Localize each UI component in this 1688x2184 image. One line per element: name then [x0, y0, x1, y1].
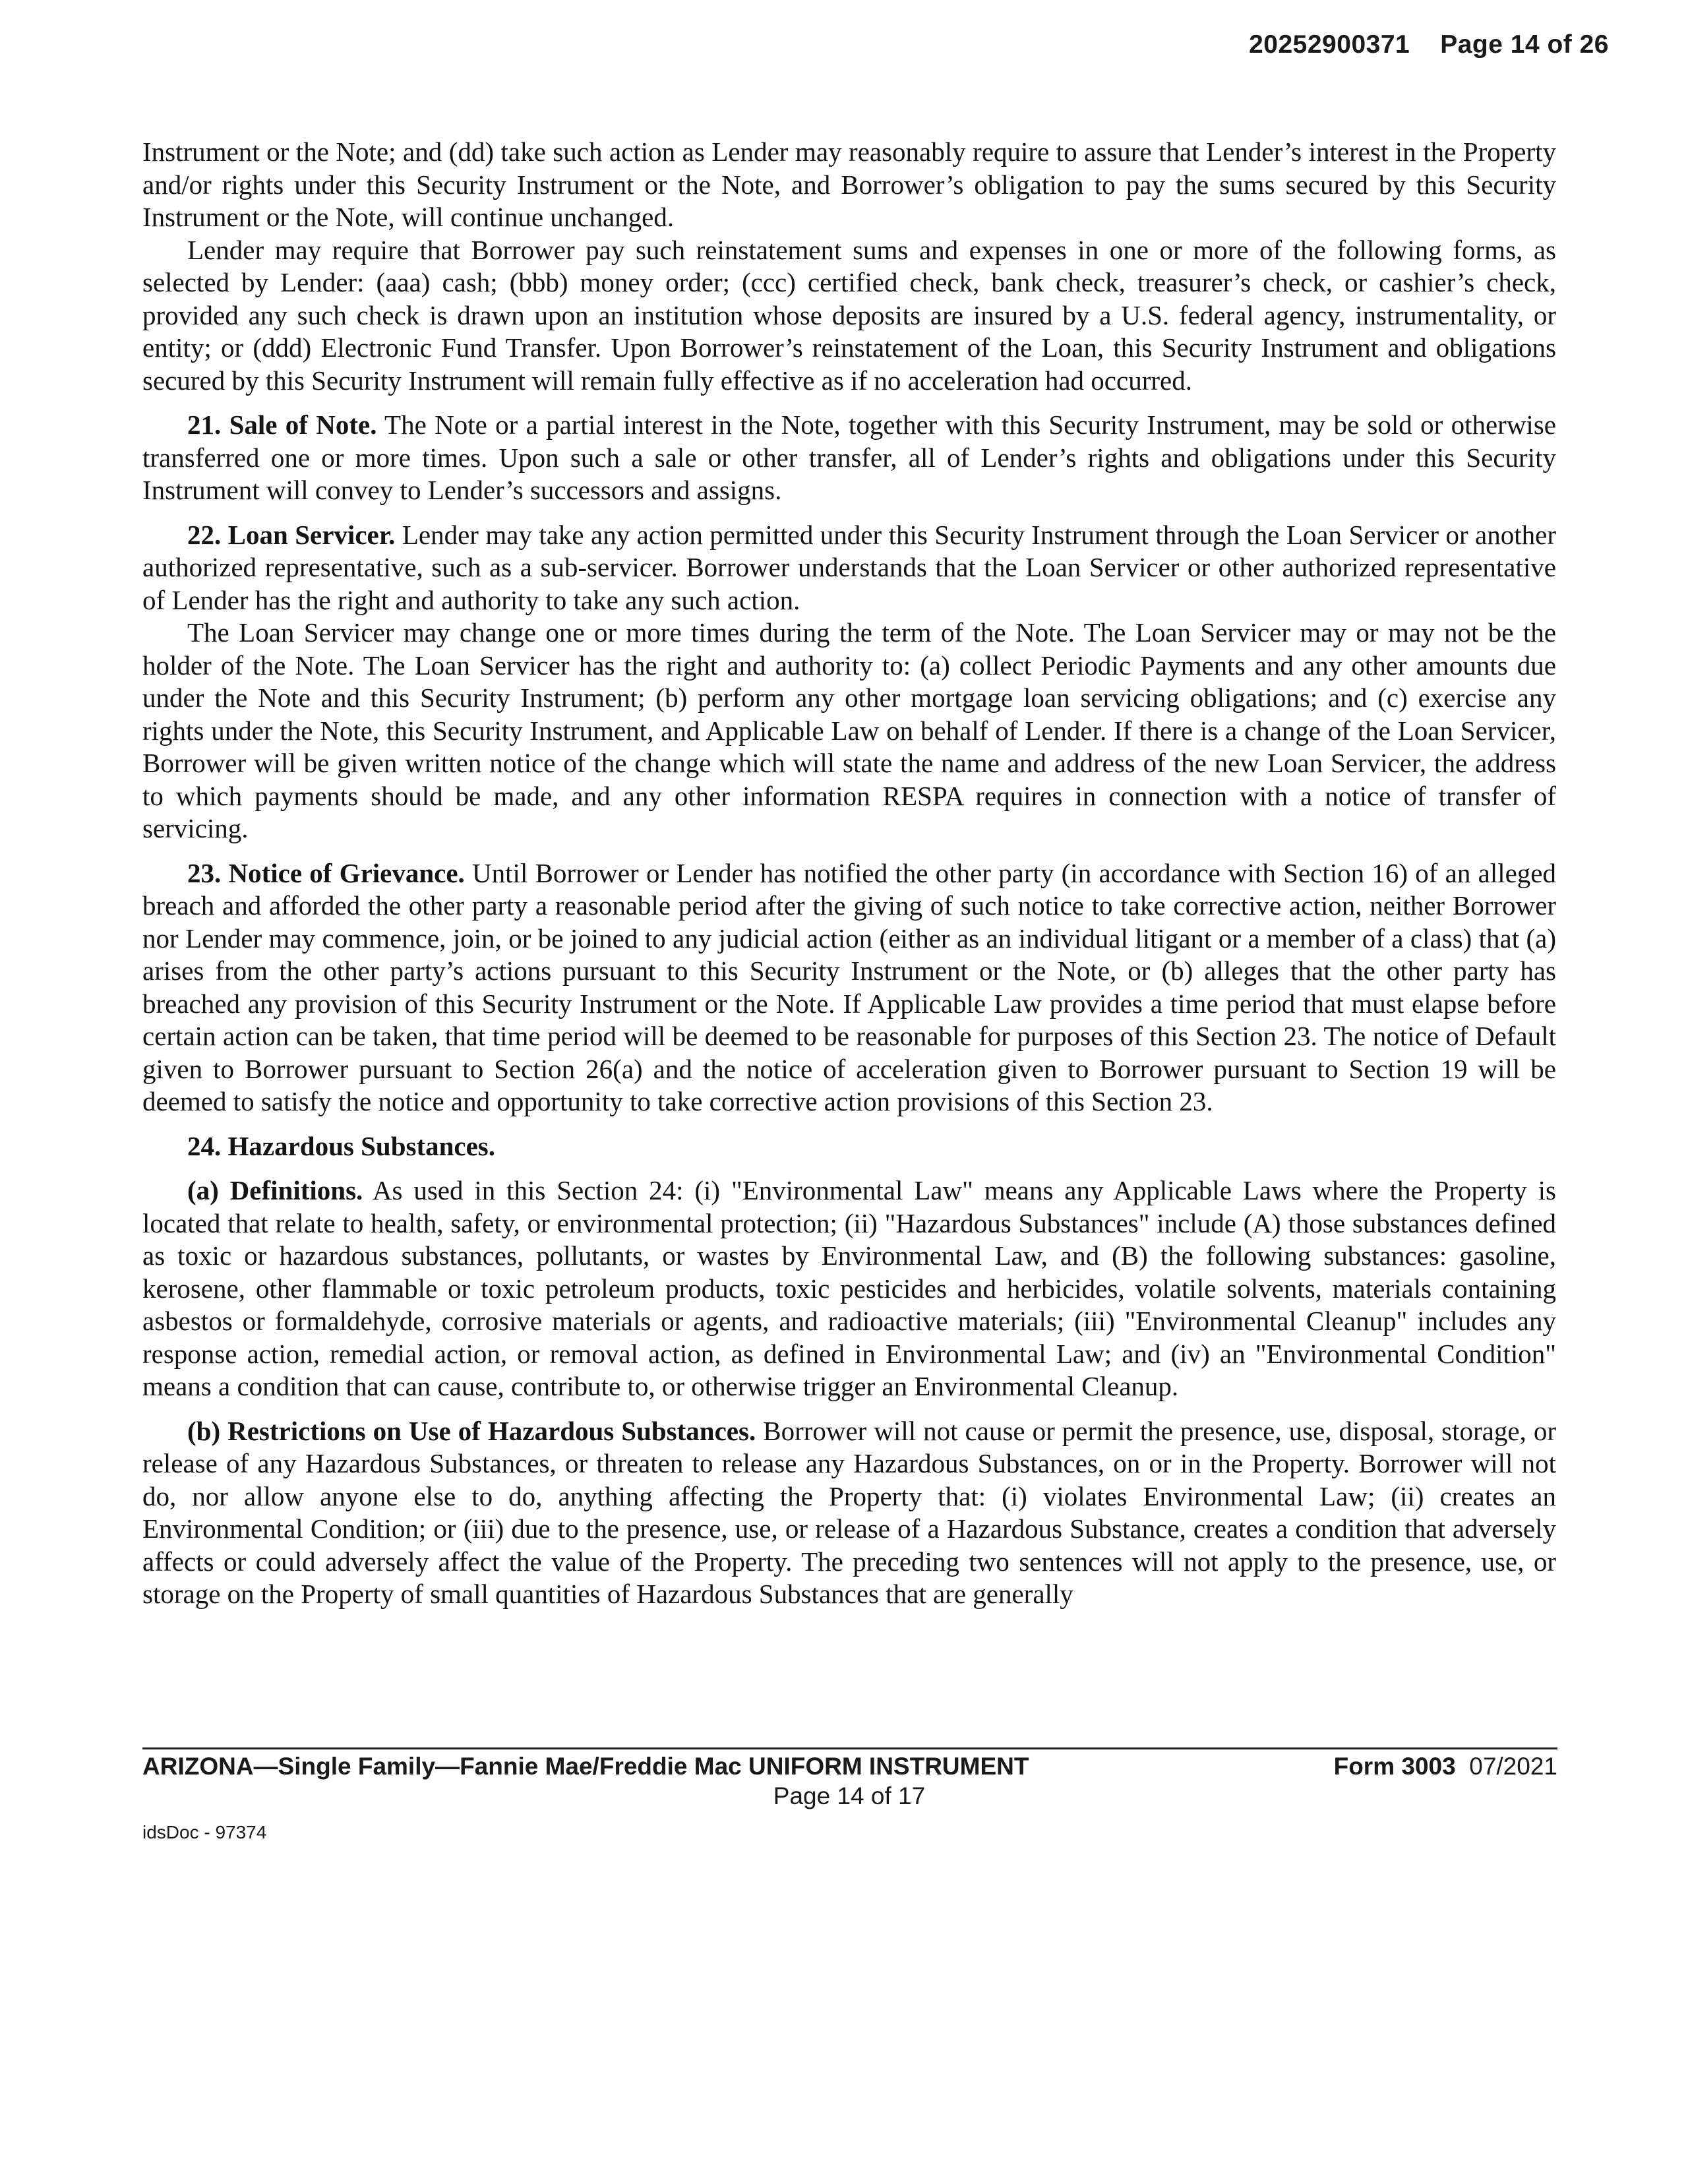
- section-22-paragraph-2: The Loan Servicer may change one or more times during the term of the Note. The Loan Servicer may or may not be the holder of the Note. The Loan Servicer has the right and authority to: (a) collect Periodic Payments and any other amounts due under the Note and this Security Instrument; (b) perform any other mortgage loan servicing obligations; and (c) exercise any rights under the Note, this Security Instrument, and Applicable Law on behalf of Lender. If there is a change of the Loan Servicer, Borrower will be given written notice of the change which will state the name and address of the new Loan Servicer, the address to which payments should be made, and any other information RESPA requires in connection with a notice of transfer of servicing.: [142, 617, 1556, 843]
- section-23: [142, 857, 1556, 1118]
- section-22-text: Lender may take any action permitted under this Security Instrument through the Loan Servicer or another authorized representative, such as a sub-servicer. Borrower understands that the Loan Servicer or other authorized representative of Lender has the right and authority to take any such action.: [142, 519, 1556, 615]
- paragraph-reinstatement-forms: Lender may require that Borrower pay such reinstatement sums and expenses in one or more of the following forms, as selected by Lender: (aaa) cash; (bbb) money order; (ccc) certified check, bank check, treasurer’s check, or cashier’s check, provided any such check is drawn upon an institution whose deposits are insured by a U.S. federal agency, instrumentality, or entity; or (ddd) Electronic Fund Transfer. Upon Borrower’s reinstatement of the Loan, this Security Instrument and obligations secured by this Security Instrument will remain fully effective as if no acceleration had occurred.: [142, 234, 1556, 396]
- section-23-text: Until Borrower or Lender has notified the other party (in accordance with Section 16) of an alleged breach and afforded the other party a reasonable period after the giving of such notice to take corrective action, neither Borrower nor Lender may commence, join, or be joined to any judicial action (either as an individual litigant or a member of a class) that (a) arises from the other party’s actions pursuant to this Security Instrument or the Note, or (b) alleges that the other party has breached any provision of this Security Instrument or the Note. If Applicable Law provides a time period that must elapse before certain action can be taken, that time period will be deemed to be reasonable for purposes of this Section 23. The notice of Default given to Borrower pursuant to Section 26(a) and the notice of acceleration given to Borrower pursuant to Section 19 will be deemed to satisfy the notice and opportunity to take corrective action provisions of this Section 23.: [142, 857, 1556, 1116]
- footer-form-date: 07/2021: [1469, 1753, 1557, 1780]
- section-21-heading: 21. Sale of Note.: [187, 410, 377, 440]
- footer-form-number: [1334, 1753, 1557, 1780]
- document-body: [142, 136, 1556, 1611]
- section-24a-heading: (a) Definitions.: [187, 1175, 363, 1205]
- section-22-heading: 22. Loan Servicer.: [187, 519, 396, 550]
- section-24-heading: 24. Hazardous Substances.: [187, 1130, 496, 1161]
- footer-instrument-name: Fannie Mae/Freddie Mac UNIFORM INSTRUMENT: [460, 1753, 1029, 1780]
- footer-doc-id: idsDoc - 97374: [142, 1822, 267, 1842]
- recording-number: 20252900371: [1249, 30, 1410, 59]
- footer-form-label: Form 3003: [1333, 1753, 1456, 1780]
- section-24: [142, 1130, 1556, 1163]
- section-21-text: The Note or a partial interest in the Note, together with this Security Instrument, may be sold or otherwise transferred one or more times. Upon such a sale or other transfer, all of Lender’s rights and obligations under this Security Instrument will convey to Lender’s successors and assigns.: [142, 410, 1556, 505]
- section-24b: [142, 1415, 1556, 1611]
- section-22: [142, 519, 1556, 617]
- footer-page-label: Page 14 of 17: [773, 1782, 926, 1809]
- section-21: [142, 409, 1556, 507]
- section-24a: [142, 1174, 1556, 1403]
- section-24b-text: Borrower will not cause or permit the presence, use, disposal, storage, or release of any Hazardous Substances, or threaten to release any Hazardous Substances, on or in the Property. Borrower will not do, nor allow anyone else to do, anything affecting the Property that: (i) violates Environmental Law; (ii) creates an Environmental Condition; or (iii) due to the presence, use, or release of a Hazardous Substance, creates a condition that adversely affects or could adversely affect the value of the Property. The preceding two sentences will not apply to the presence, use, or storage on the Property of small quantities of Hazardous Substances that are generally: [142, 1415, 1556, 1609]
- section-24a-text: As used in this Section 24: (i) "Environmental Law" means any Applicable Laws where the Property is located that relate to health, safety, or environmental protection; (ii) "Hazardous Substances" include (A) those substances defined as toxic or hazardous substances, pollutants, or wastes by Environmental Law, and (B) the following substances: gasoline, kerosene, other flammable or toxic petroleum products, toxic pesticides and herbicides, volatile solvents, materials containing asbestos or formaldehyde, corrosive materials or agents, and radioactive materials; (iii) "Environmental Cleanup" includes any response action, remedial action, or removal action, as defined in Environmental Law; and (iv) an "Environmental Condition" means a condition that can cause, contribute to, or otherwise trigger an Environmental Cleanup.: [142, 1175, 1556, 1401]
- section-23-heading: 23. Notice of Grievance.: [187, 857, 465, 888]
- section-24b-heading: (b) Restrictions on Use of Hazardous Substances.: [187, 1415, 756, 1446]
- paragraph-continuation: Instrument or the Note; and (dd) take such action as Lender may reasonably require to assure that Lender’s interest in the Property and/or rights under this Security Instrument or the Note, and Borrower’s obligation to pay the sums secured by this Security Instrument or the Note, will continue unchanged.: [142, 136, 1556, 232]
- footer-instrument-title: [142, 1753, 1029, 1780]
- recording-page-label: Page 14 of 26: [1440, 30, 1609, 59]
- footer-state: ARIZONA—Single Family—: [142, 1753, 460, 1780]
- footer-divider: [142, 1747, 1557, 1749]
- recording-header: [1249, 30, 1609, 59]
